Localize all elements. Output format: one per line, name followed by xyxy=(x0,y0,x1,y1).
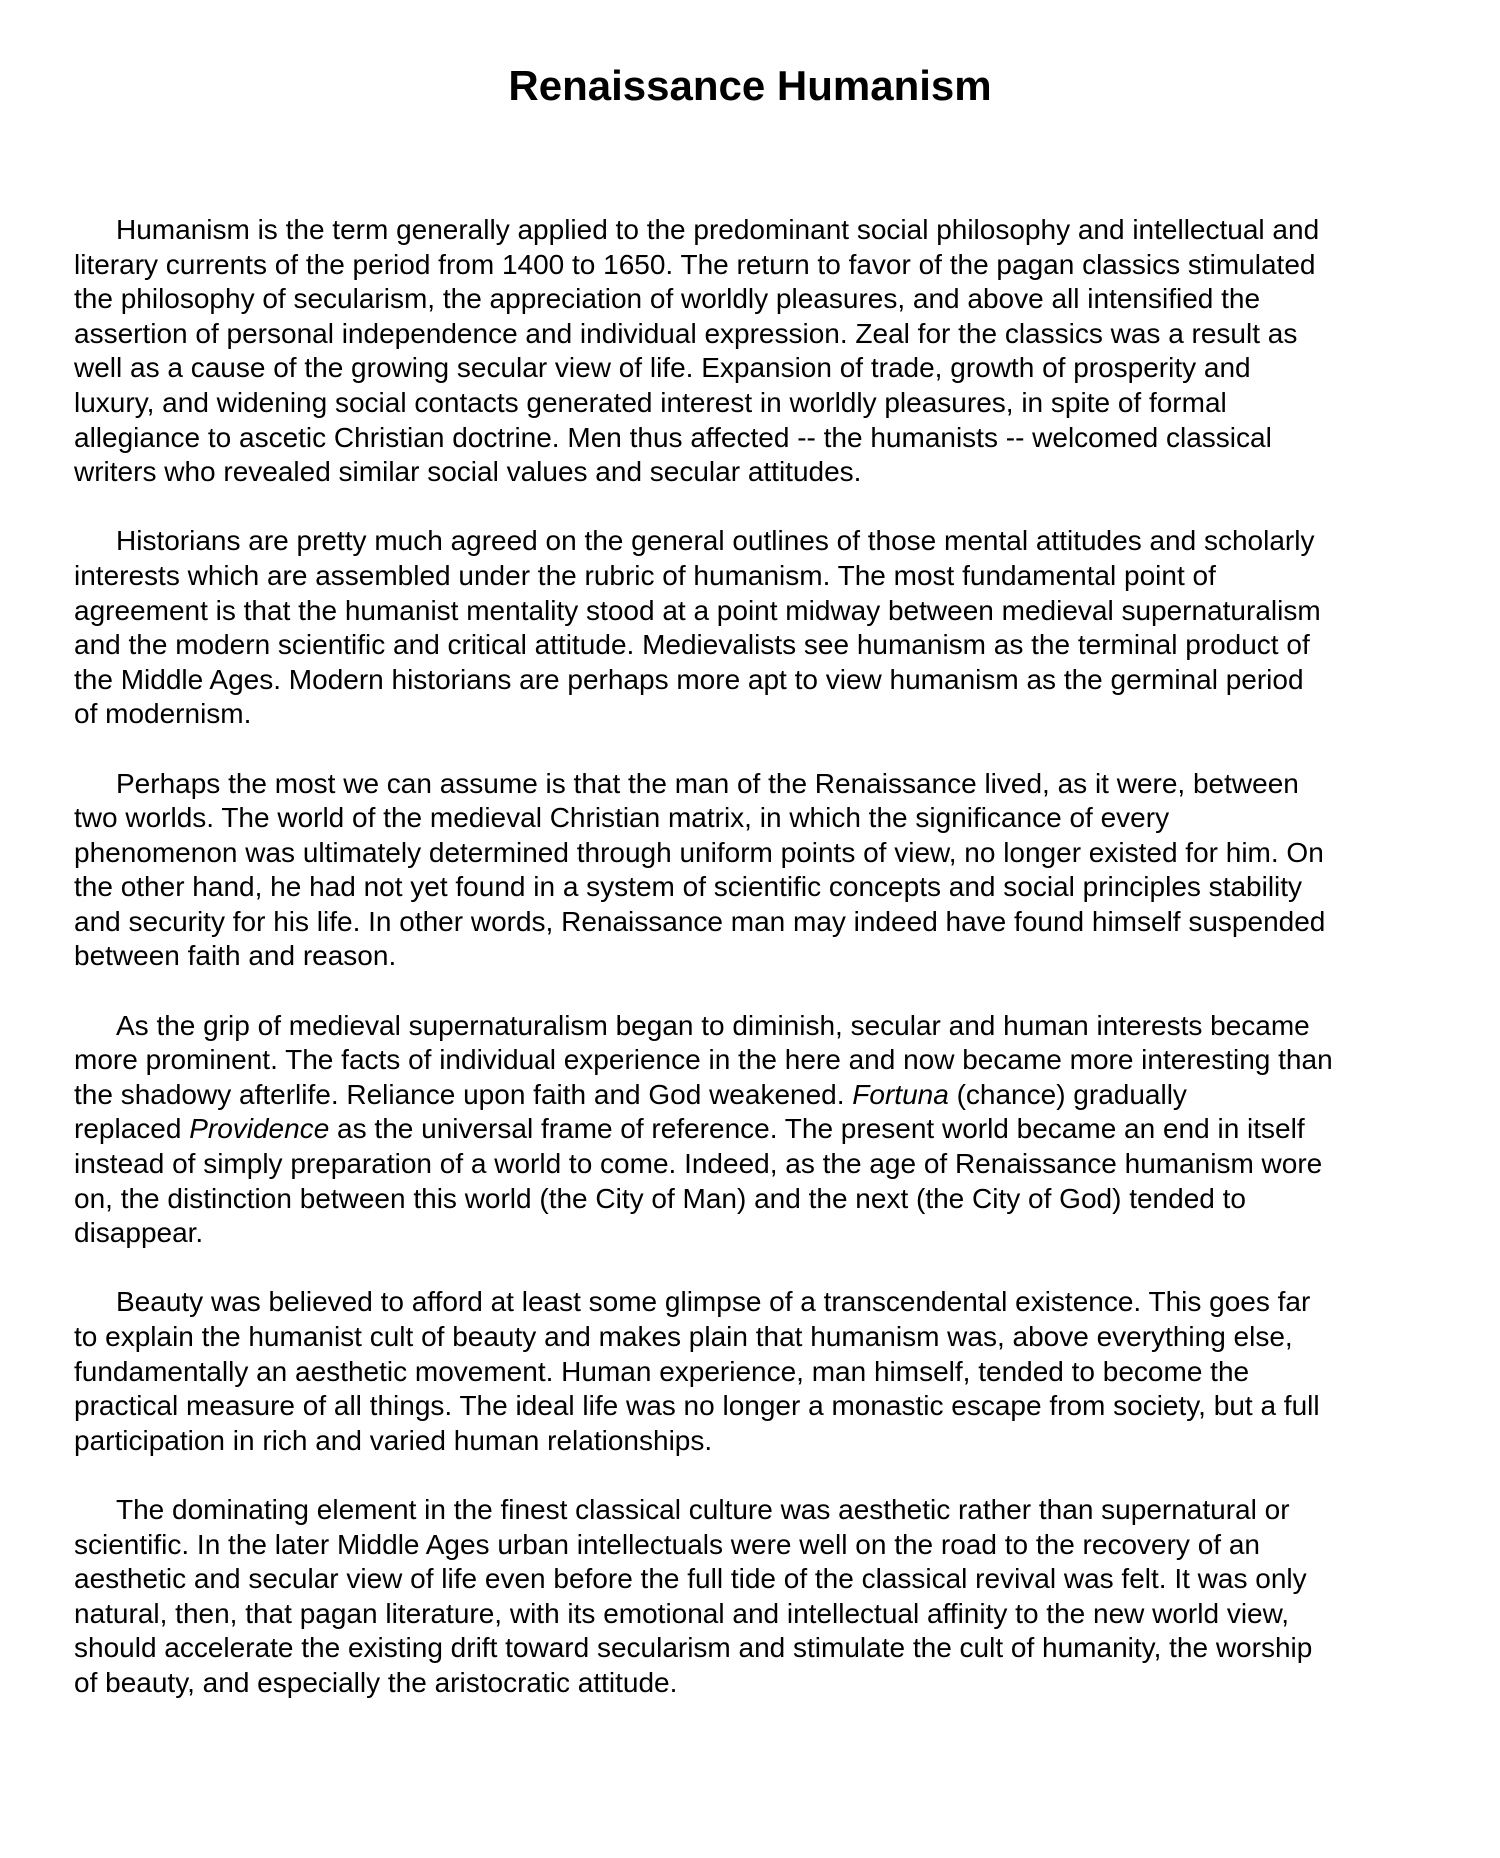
paragraph-2 xyxy=(74,524,1436,732)
page-title: Renaissance Humanism xyxy=(508,62,992,109)
text-segment: the shadowy afterlife. Reliance upon faith and God weakened. xyxy=(74,1078,853,1110)
text-line: literary currents of the period from 1400 to 1650. The return to favor of the pagan classics stimulated xyxy=(74,248,1316,280)
text-line xyxy=(74,1112,1436,1147)
text-line: As the grip of medieval supernaturalism began to diminish, secular and human interests became xyxy=(116,1009,1310,1041)
paragraph-4 xyxy=(74,1009,1436,1251)
text-line: of beauty, and especially the aristocratic attitude. xyxy=(74,1666,678,1698)
text-segment: as the universal frame of reference. The present world became an end in itself xyxy=(329,1113,1305,1145)
text-line: aesthetic and secular view of life even before the full tide of the classical revival was felt. It was only xyxy=(74,1563,1307,1595)
providence-term: Providence xyxy=(189,1113,330,1145)
text-line: well as a cause of the growing secular view of life. Expansion of trade, growth of prosperity and xyxy=(74,352,1251,384)
paragraph-3 xyxy=(74,767,1436,975)
text-line: phenomenon was ultimately determined through uniform points of view, no longer existed for him. On xyxy=(74,836,1324,868)
text-line: instead of simply preparation of a world to come. Indeed, as the age of Renaissance humanism wore xyxy=(74,1148,1323,1180)
fortuna-term: Fortuna xyxy=(852,1078,949,1110)
text-line: on, the distinction between this world (the City of Man) and the next (the City of God) tended to xyxy=(74,1182,1246,1214)
text-line: allegiance to ascetic Christian doctrine. Men thus affected -- the humanists -- welcomed classical xyxy=(74,421,1272,453)
text-line: of modernism. xyxy=(74,698,252,730)
text-line: interests which are assembled under the rubric of humanism. The most fundamental point of xyxy=(74,559,1216,591)
text-line: Humanism is the term generally applied to the predominant social philosophy and intellectual and xyxy=(116,214,1320,245)
document-body xyxy=(74,213,1436,1735)
text-line: fundamentally an aesthetic movement. Human experience, man himself, tended to become the xyxy=(74,1355,1250,1387)
text-line: Beauty was believed to afford at least some glimpse of a transcendental existence. This goes far xyxy=(116,1286,1311,1318)
text-line: and the modern scientific and critical attitude. Medievalists see humanism as the terminal product of xyxy=(74,629,1310,661)
text-line: to explain the humanist cult of beauty and makes plain that humanism was, above everything else, xyxy=(74,1321,1293,1352)
text-line: the philosophy of secularism, the appreciation of worldly pleasures, and above all intensified the xyxy=(74,283,1261,315)
text-line: natural, then, that pagan literature, with its emotional and intellectual affinity to the new world view, xyxy=(74,1597,1290,1629)
text-line: and security for his life. In other words, Renaissance man may indeed have found himself suspended xyxy=(74,905,1326,937)
text-line: The dominating element in the finest classical culture was aesthetic rather than supernatural or xyxy=(116,1493,1290,1525)
text-line: participation in rich and varied human relationships. xyxy=(74,1424,713,1456)
text-line: assertion of personal independence and individual expression. Zeal for the classics was a result as xyxy=(74,317,1298,349)
text-line: between faith and reason. xyxy=(74,940,397,972)
paragraph-1 xyxy=(74,213,1436,490)
text-line xyxy=(74,1078,1436,1113)
text-line: scientific. In the later Middle Ages urban intellectuals were well on the road to the recovery of an xyxy=(74,1528,1260,1560)
text-line: the Middle Ages. Modern historians are perhaps more apt to view humanism as the germinal period xyxy=(74,663,1304,695)
text-line: two worlds. The world of the medieval Christian matrix, in which the significance of every xyxy=(74,802,1170,834)
text-line: Perhaps the most we can assume is that the man of the Renaissance lived, as it were, between xyxy=(116,767,1299,799)
text-line: practical measure of all things. The ideal life was no longer a monastic escape from society, but a full xyxy=(74,1390,1320,1422)
text-line: luxury, and widening social contacts generated interest in worldly pleasures, in spite of formal xyxy=(74,386,1227,418)
paragraph-5 xyxy=(74,1285,1436,1458)
text-line: writers who revealed similar social values and secular attitudes. xyxy=(74,456,862,488)
text-line: the other hand, he had not yet found in a system of scientific concepts and social principles stability xyxy=(74,871,1303,903)
text-line: more prominent. The facts of individual experience in the here and now became more interesting than xyxy=(74,1044,1333,1076)
paragraph-6 xyxy=(74,1493,1436,1701)
text-segment: (chance) gradually xyxy=(948,1078,1187,1110)
text-line: Historians are pretty much agreed on the general outlines of those mental attitudes and scholarly xyxy=(116,525,1315,557)
text-line: should accelerate the existing drift toward secularism and stimulate the cult of humanity, the worship xyxy=(74,1632,1313,1664)
text-segment: replaced xyxy=(74,1113,190,1145)
text-line: agreement is that the humanist mentality stood at a point midway between medieval supernaturalism xyxy=(74,594,1321,626)
text-line: disappear. xyxy=(74,1217,204,1249)
